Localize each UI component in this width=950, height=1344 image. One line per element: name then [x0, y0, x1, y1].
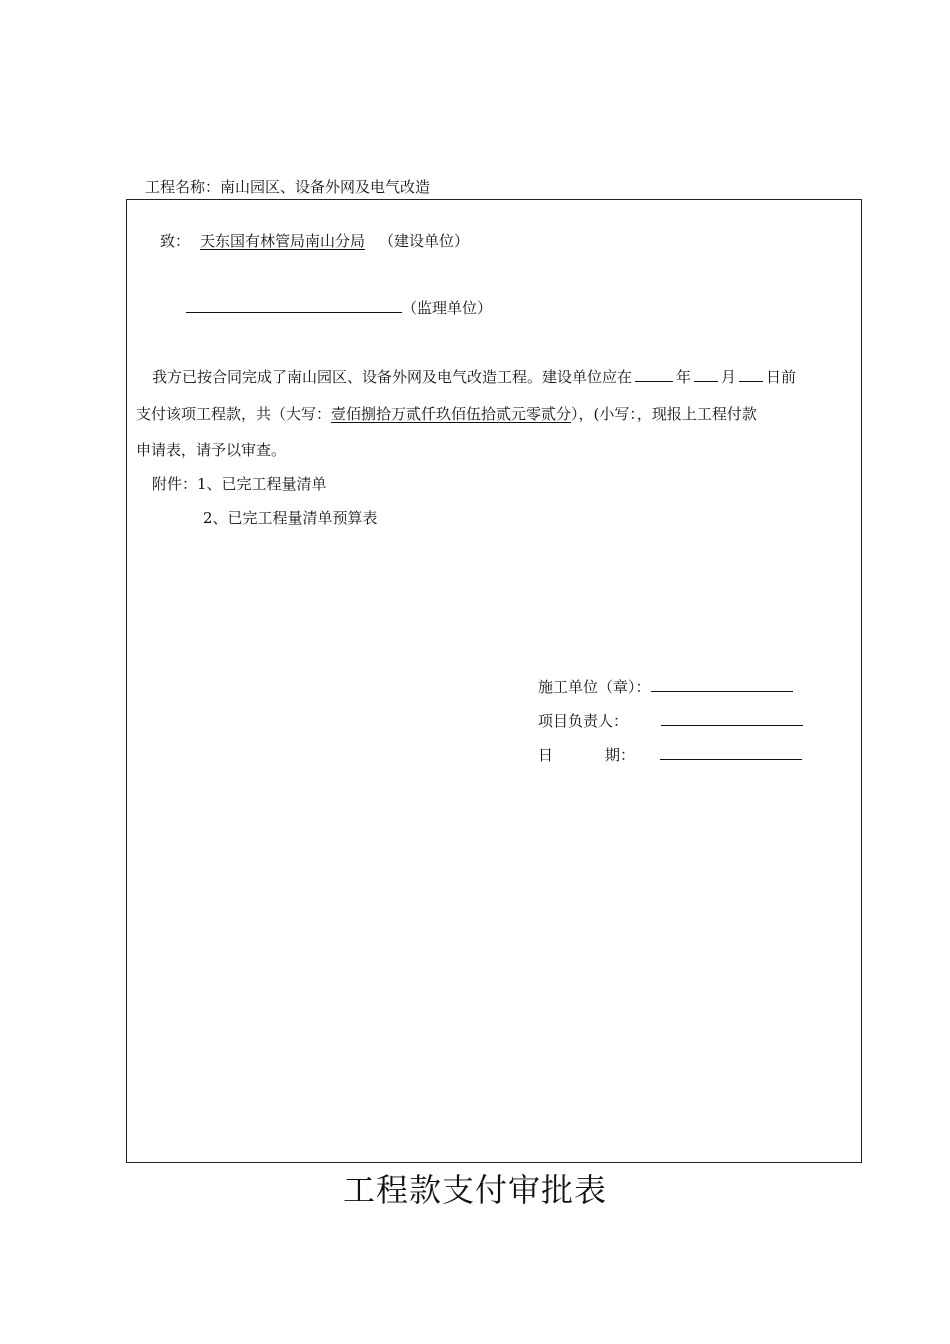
construction-unit-blank [651, 677, 793, 692]
project-name-line [145, 177, 430, 197]
addressee-line [160, 231, 469, 251]
project-name-value: 南山园区、设备外网及电气改造 [220, 178, 431, 196]
supervisor-blank [186, 298, 402, 313]
date-label-b: 期： [605, 746, 636, 764]
body-line-2 [136, 404, 757, 424]
body-line-1 [152, 367, 796, 387]
project-leader-label: 项目负责人： [538, 712, 629, 730]
project-leader-blank [661, 711, 803, 726]
month-blank [694, 367, 718, 382]
body-text-2a: 支付该项工程款，共（大写： [136, 405, 332, 423]
month-label: 月 [721, 368, 737, 386]
attachment-1: 附件：1、已完工程量清单 [152, 475, 327, 493]
client-name: 天东国有林管局南山分局 [200, 232, 366, 250]
body-text-2b: ），(小写：，现报上工程付款 [571, 405, 757, 423]
construction-unit-line [538, 677, 793, 697]
day-label: 日前 [766, 368, 797, 386]
project-name-label: 工程名称： [145, 178, 221, 196]
addressee-prefix: 致： [160, 232, 191, 250]
year-label: 年 [676, 368, 692, 386]
attachment-2: 2、已完工程量清单预算表 [203, 509, 378, 527]
body-text-1: 我方已按合同完成了南山园区、设备外网及电气改造工程。建设单位应在 [152, 368, 633, 386]
supervisor-line [186, 298, 492, 318]
body-text-3: 申请表，请予以审查。 [136, 441, 287, 459]
project-leader-line [538, 711, 803, 731]
date-label-a: 日 [538, 746, 554, 764]
client-role: （建设单位） [379, 232, 470, 250]
date-line [538, 745, 802, 765]
amount-uppercase: 壹佰捌拾万贰仟玖佰伍拾贰元零贰分 [331, 405, 572, 423]
form-title: 工程款支付审批表 [342, 1171, 607, 1209]
construction-unit-label: 施工单位（章）： [538, 678, 651, 696]
supervisor-role: （监理单位） [402, 299, 493, 317]
date-blank [660, 745, 802, 760]
year-blank [635, 367, 673, 382]
body-line-3 [136, 440, 286, 460]
day-blank [739, 367, 763, 382]
